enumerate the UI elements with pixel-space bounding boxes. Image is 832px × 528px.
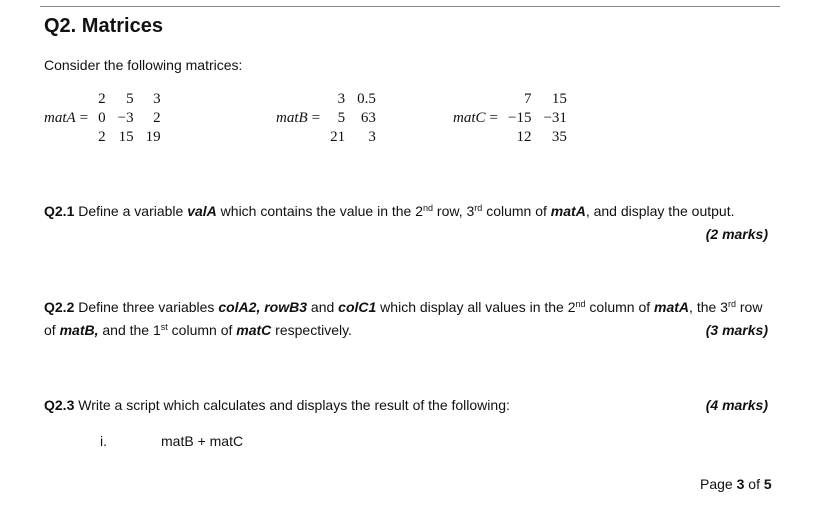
marks-label: (3 marks) [705,322,768,338]
matrix-cell: 2 [153,110,161,126]
question-text: which display all values in the 2 [376,299,576,315]
matrix-matA [44,90,167,147]
matrix-grid [502,90,573,147]
question-text: Write a script which calculates and displays the result of the following: [74,397,510,413]
header-rule [40,6,780,7]
question-text: column of [585,299,655,315]
matrix-cell: −15 [507,110,532,126]
question-text: , the 3 [689,299,728,315]
matrix-matC [453,90,573,147]
matrix-cell: 2 [98,91,106,107]
question-text: row, 3 [433,203,475,219]
matrix-cell: 19 [145,129,161,145]
matrix-grid [92,90,166,147]
matrix-cell: 12 [516,129,532,145]
equals-sign: = [311,110,321,126]
matrix-cell: 3 [368,129,376,145]
question-text: which contains the value in the 2 [216,203,424,219]
page-number-separator: of [744,476,764,492]
matrix-cell: 0 [98,110,106,126]
matrix-cell: −31 [543,110,567,126]
matrix-cell: 3 [337,91,346,107]
marks-label: (2 marks) [705,226,768,242]
variable-name: colC1 [338,299,377,315]
matrix-cell: 21 [330,129,346,145]
question-text: row of [44,299,763,338]
matrix-cell: 15 [551,91,567,107]
matrix-cell: −3 [117,110,134,126]
question-text: column of [482,203,551,219]
question-text: and [307,299,339,315]
page-number [700,476,772,492]
variable-name: matC [236,322,272,338]
matrix-label: matB [276,110,308,126]
question-number: Q2.1 [44,203,75,219]
matrix-cell: 2 [98,129,106,145]
matrix-label: matA [44,110,76,126]
question-text: , and display the output. [585,203,735,219]
question-text: Define three variables [74,299,219,315]
section-heading: Q2. Matrices [44,15,163,37]
question-text: Define a variable [74,203,188,219]
matrix-matB [276,90,382,147]
ordinal-suffix: nd [575,299,586,309]
variable-name: matA [550,203,586,219]
ordinal-suffix: nd [423,203,434,213]
page-current: 3 [736,476,745,492]
question-text: column of [167,322,237,338]
matrix-cell: 5 [126,91,134,107]
question-text: respectively. [271,322,352,338]
question-number: Q2.3 [44,397,75,413]
variable-name: matA [654,299,690,315]
ordinal-suffix: st [160,322,168,332]
variable-name: colA2, rowB3 [218,299,308,315]
question-text: and the 1 [98,322,161,338]
question-q2-1 [44,200,768,246]
question-q2-3 [44,394,768,417]
ordinal-suffix: rd [727,299,736,309]
page-number-prefix: Page [700,476,737,492]
intro-text: Consider the following matrices: [44,57,243,73]
matrix-cell: 7 [523,91,532,107]
matrix-label: matC [453,110,486,126]
variable-name: matB, [59,322,99,338]
variable-name: valA [187,203,217,219]
matrix-cell: 5 [337,110,346,126]
matrix-cell: 0.5 [357,91,376,107]
equals-sign: = [489,110,498,126]
matrix-cell: 35 [551,129,567,145]
page-total: 5 [763,476,772,492]
matrix-grid [324,90,382,147]
matrix-cell: 15 [118,129,134,145]
matrix-cell: 3 [153,91,161,107]
ordinal-suffix: rd [474,203,483,213]
equals-sign: = [79,110,89,126]
marks-label: (4 marks) [705,397,768,413]
list-item-numeral: i. [100,433,107,449]
question-q2-2 [44,296,768,342]
question-number: Q2.2 [44,299,75,315]
list-item-expression: matB + matC [161,433,244,449]
matrix-cell: 63 [360,110,376,126]
